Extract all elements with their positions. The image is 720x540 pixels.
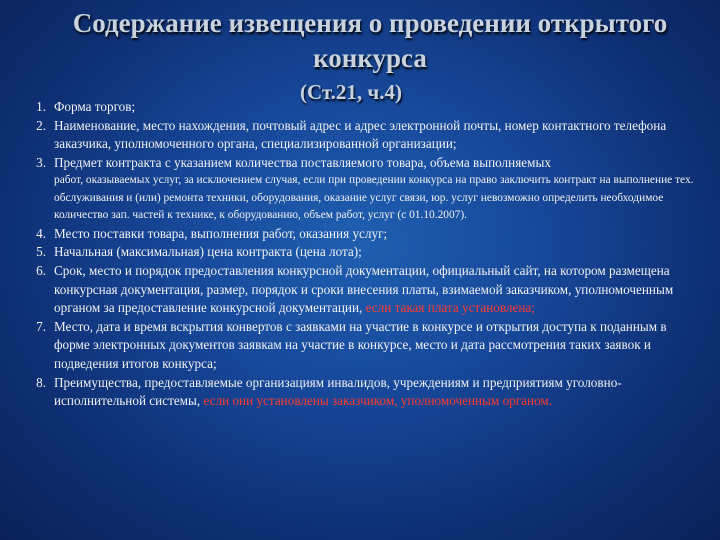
list-item	[0, 117, 700, 154]
requirements-list	[0, 98, 700, 411]
item-text: Преимущества, предоставляемые организациям инвалидов, учреждениям и предприятиям уголовно-исполнительной системы,	[54, 374, 622, 409]
item-text: Форма торгов;	[54, 99, 136, 114]
item-number: 3.	[36, 154, 46, 170]
item-detail-text: работ, оказываемых услуг, за исключением случая, если при проведении конкурса на право заключить контракт на выполнение тех. обслуживания и (или) ремонта техники, оборудования, оказание услуг связи, юр. услуг невозможно определить необходимое количество зап. частей к технике, к оборудованию, объем работ, услуг (с 01.10.2007).	[54, 174, 694, 222]
list-item	[0, 98, 700, 117]
item-text: Место, дата и время вскрытия конвертов с заявками на участие в конкурсе и открытия доступа к поданным в форме электронных документов заявкам на участие в конкурсе, место и дата рассмотрения таких заявок и подведения итогов конкурса;	[54, 318, 667, 372]
item-text: Срок, место и порядок предоставления конкурсной документации, официальный сайт, на котором размещена конкурсная документация, размер, порядок и сроки внесения платы, взимаемой заказчиком, уполномоченным органом за предоставление конкурсной документации,	[54, 263, 674, 316]
item-number: 6.	[36, 263, 46, 279]
list-item	[0, 318, 700, 374]
item-number: 1.	[36, 99, 46, 114]
item-text: Начальная (максимальная) цена контракта (цена лота);	[54, 244, 362, 260]
list-item	[0, 225, 700, 244]
item-highlight-text: если они установлены заказчиком, уполномоченным органом.	[200, 393, 553, 409]
list-item	[0, 154, 700, 225]
list-item	[0, 243, 700, 262]
slide-subtitle: (Ст.21, ч.4)	[300, 80, 402, 104]
item-number: 8.	[36, 374, 46, 390]
item-text: Наименование, место нахождения, почтовый адрес и адрес электронной почты, номер контактного телефона заказчика, уполномоченного органа, специализированной организации;	[54, 117, 667, 152]
item-number: 2.	[36, 117, 46, 133]
item-text: Предмет контракта с указанием количества поставляемого товара, объема выполняемых	[54, 154, 551, 170]
item-number: 7.	[36, 318, 46, 334]
slide-title: Содержание извещения о проведении открытого конкурса	[72, 8, 668, 73]
item-text: Место поставки товара, выполнения работ, оказания услуг;	[54, 225, 388, 241]
list-item	[0, 262, 700, 318]
item-number: 5.	[36, 244, 46, 260]
item-number: 4.	[36, 225, 46, 241]
list-item	[0, 374, 700, 411]
item-highlight-text: если такая плата установлена;	[362, 300, 535, 316]
